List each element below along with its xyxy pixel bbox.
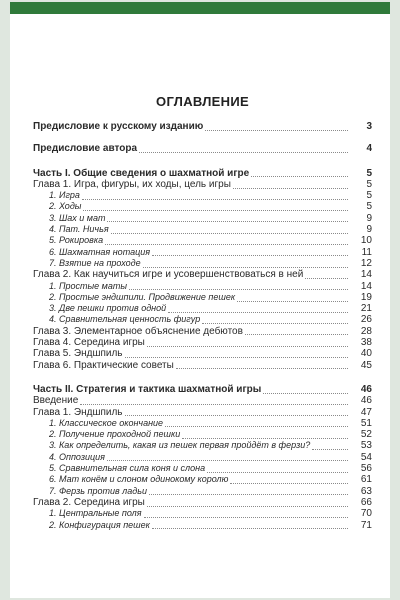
toc-entry-label: Глава 2. Как научиться игре и усовершенствоваться в ней <box>33 269 304 281</box>
toc-entry-page: 9 <box>366 224 372 236</box>
toc-entry-label: Предисловие автора <box>33 143 137 155</box>
toc-entry-label: Глава 6. Практические советы <box>33 359 174 371</box>
toc-entry-page: 51 <box>360 417 372 429</box>
toc-entry-label: 2. Получение проходной пешки <box>49 429 181 440</box>
toc-chapter <box>33 360 372 371</box>
toc-entry-page: 5 <box>366 167 372 179</box>
toc-section <box>33 213 372 224</box>
toc-section <box>33 463 372 474</box>
toc-entry-label: 3. Две пешки против одной <box>49 303 167 314</box>
toc-chapter <box>33 348 372 359</box>
toc-entry-page: 5 <box>366 178 372 190</box>
toc-entry-label: 5. Рокировка <box>49 235 104 246</box>
toc-entry-label: 1. Центральные поля <box>49 508 142 519</box>
toc-entry-label: 4. Оппозиция <box>49 451 105 462</box>
toc-section <box>33 281 372 292</box>
toc-chapter <box>33 395 372 406</box>
toc-entry-label: 1. Игра <box>49 190 80 201</box>
toc-entry-page: 14 <box>360 280 372 292</box>
toc-entry-page: 5 <box>366 190 372 202</box>
toc-section <box>33 292 372 303</box>
toc-entry <box>33 143 372 154</box>
toc-section <box>33 190 372 201</box>
toc-chapter <box>33 269 372 280</box>
toc-chapter <box>33 337 372 348</box>
toc-title: ОГЛАВЛЕНИЕ <box>156 94 249 109</box>
toc-section <box>33 508 372 519</box>
toc-entry-page: 66 <box>360 496 372 508</box>
toc-entry-page: 3 <box>366 121 372 132</box>
toc-entry-page: 14 <box>360 269 372 281</box>
toc-entry-page: 71 <box>360 519 372 531</box>
toc-entry-page: 52 <box>360 429 372 441</box>
toc-entry-label: 2. Ходы <box>49 201 82 212</box>
toc-entry-page: 4 <box>366 143 372 155</box>
toc-section <box>33 429 372 440</box>
toc-entry-label: 3. Шах и мат <box>49 212 106 223</box>
toc-chapter <box>33 497 372 508</box>
toc-chapter <box>33 326 372 337</box>
toc-entry-label: 4. Сравнительная ценность фигур <box>49 314 201 325</box>
toc-entry-label: 6. Мат конём и слоном одинокому королю <box>49 474 229 485</box>
toc-entry-label: 7. Ферзь против ладьи <box>49 485 147 496</box>
toc-entry-label: 3. Как определить, какая из пешек первая пройдёт в ферзи? <box>49 440 311 451</box>
toc-chapter <box>33 407 372 418</box>
toc-entry-page: 53 <box>360 440 372 452</box>
toc-entry-page: 11 <box>361 246 372 258</box>
toc-entry-label: Глава 1. Эндшпиль <box>33 406 123 418</box>
toc-section <box>33 247 372 258</box>
toc-section <box>33 520 372 531</box>
toc-entry-label: 6. Шахматная нотация <box>49 246 151 257</box>
toc-entry-label: 1. Простые маты <box>49 280 127 291</box>
toc-entry-page: 40 <box>360 348 372 360</box>
toc-entry-label: 1. Классическое окончание <box>49 417 164 428</box>
toc-entry-page: 21 <box>360 303 372 315</box>
toc-entry-label: Глава 2. Середина игры <box>33 496 145 508</box>
toc-section <box>33 474 372 485</box>
toc-part <box>33 384 372 395</box>
toc-entry-page: 26 <box>360 314 372 326</box>
toc-entry-page: 45 <box>360 359 372 371</box>
toc-entry-page: 46 <box>360 395 372 407</box>
toc-entry-page: 46 <box>360 383 372 395</box>
toc-entry-page: 38 <box>360 337 372 349</box>
toc-entry-page: 54 <box>360 451 372 463</box>
toc-entry-page: 5 <box>366 201 372 213</box>
toc-entry-label: Глава 4. Середина игры <box>33 337 145 349</box>
toc-entry-page: 63 <box>360 485 372 497</box>
toc-section <box>33 201 372 212</box>
toc-entry-label: 2. Простые эндшпили. Продвижение пешек <box>49 291 236 302</box>
toc-section <box>33 452 372 463</box>
toc-entry-page: 70 <box>360 508 372 520</box>
toc-entry-page: 19 <box>360 291 372 303</box>
toc-chapter <box>33 179 372 190</box>
toc-section <box>33 314 372 325</box>
toc-section <box>33 235 372 246</box>
toc-section <box>33 486 372 497</box>
toc-entry-label: Глава 3. Элементарное объяснение дебютов <box>33 325 243 337</box>
toc-entry-page: 9 <box>366 212 372 224</box>
toc-section <box>33 258 372 269</box>
toc-entry-label: Глава 5. Эндшпиль <box>33 348 123 360</box>
toc-part <box>33 168 372 179</box>
toc-entry-label: Глава 1. Игра, фигуры, их ходы, цель игры <box>33 178 231 190</box>
toc-entry-page: 28 <box>360 325 372 337</box>
toc-section <box>33 418 372 429</box>
toc-entry-page: 12 <box>360 257 372 269</box>
toc-section <box>33 303 372 314</box>
toc-entry-label: Введение <box>33 395 79 407</box>
toc-entry-page: 10 <box>360 235 372 247</box>
toc-entry <box>33 121 372 132</box>
toc-entry-label: 4. Пат. Ничья <box>49 224 109 235</box>
toc-entry-label: Часть I. Общие сведения о шахматной игре <box>33 167 250 179</box>
toc-entry-label: 7. Взятие на проходе <box>49 257 141 268</box>
toc-section <box>33 224 372 235</box>
toc-entry-page: 56 <box>360 463 372 475</box>
toc-section <box>33 440 372 451</box>
table-of-contents <box>33 94 372 531</box>
toc-entry-page: 47 <box>360 406 372 418</box>
toc-entry-page: 61 <box>360 474 372 486</box>
toc-entry-label: 5. Сравнительная сила коня и слона <box>49 463 206 474</box>
toc-entry-label: 2. Конфигурация пешек <box>49 519 150 530</box>
toc-entry-label: Предисловие к русскому изданию <box>33 121 204 132</box>
book-page <box>10 2 390 598</box>
toc-entry-label: Часть II. Стратегия и тактика шахматной игры <box>33 383 262 395</box>
